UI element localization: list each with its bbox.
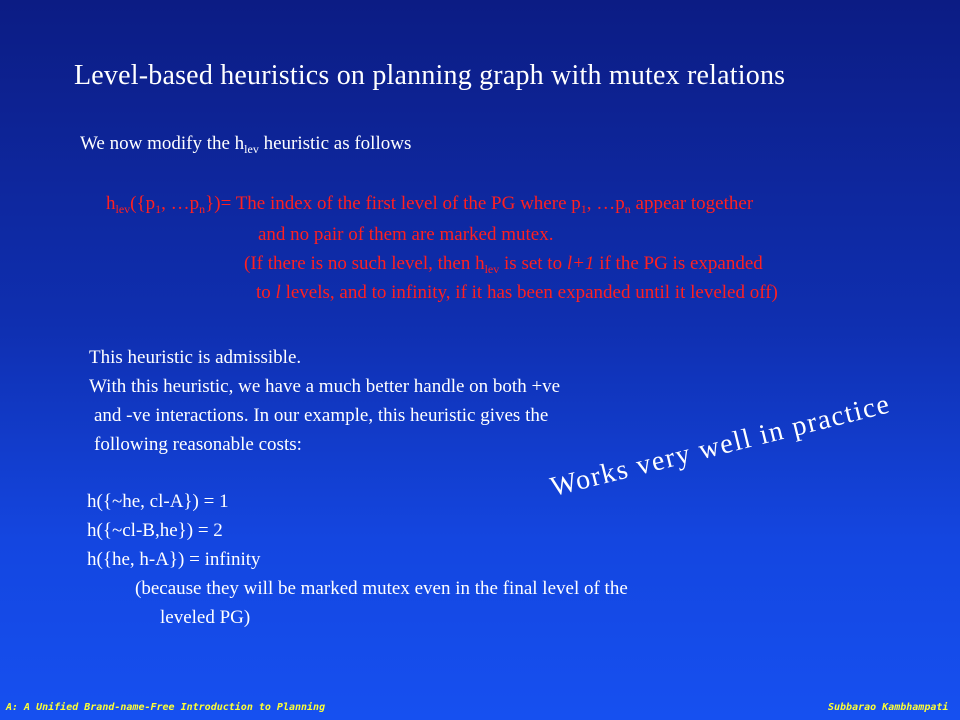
- definition-line-2: and no pair of them are marked mutex.: [258, 224, 554, 245]
- def-h-sub: lev: [115, 202, 131, 216]
- intro-sub: lev: [244, 142, 259, 156]
- cost-line-2: h({~cl-B,he}) = 2: [87, 520, 223, 541]
- def3-ital: l+1: [566, 253, 595, 274]
- def4-post: levels, and to infinity, if it has been expanded until it leveled off): [280, 282, 778, 303]
- def3-sub: lev: [484, 262, 500, 276]
- intro-post: heuristic as follows: [258, 133, 412, 154]
- def3-pre: (If there is no such level, then h: [244, 253, 485, 274]
- footer-course-title: A: A Unified Brand-name-Free Introduction to Planning: [6, 702, 326, 713]
- definition-line-3: [244, 253, 763, 275]
- body-line-3: and -ve interactions. In our example, this heuristic gives the: [94, 405, 549, 426]
- def-b: , …p: [161, 193, 200, 214]
- slide-title: Level-based heuristics on planning graph with mutex relations: [74, 60, 786, 91]
- def-c: })= The index of the first level of the PG where p: [205, 193, 581, 214]
- def4-pre: to: [256, 282, 276, 303]
- definition-line-4: [256, 282, 778, 304]
- def-d: , …p: [586, 193, 625, 214]
- def-d-sub: n: [624, 202, 631, 216]
- cost-line-5: leveled PG): [160, 607, 251, 628]
- def-b-sub: n: [199, 202, 206, 216]
- def-h: h: [106, 193, 116, 214]
- def-a: ({p: [130, 193, 156, 214]
- body-line-4: following reasonable costs:: [94, 434, 302, 455]
- definition-line-1: [106, 193, 753, 215]
- intro-text: [80, 133, 411, 155]
- def3-mid: is set to: [499, 253, 567, 274]
- def3-post: if the PG is expanded: [594, 253, 763, 274]
- cost-line-1: h({~he, cl-A}) = 1: [87, 491, 229, 512]
- intro-pre: We now modify the h: [80, 133, 245, 154]
- footer-author: Subbarao Kambhampati: [828, 702, 949, 713]
- cost-line-3: h({he, h-A}) = infinity: [87, 549, 261, 570]
- body-line-1: This heuristic is admissible.: [89, 347, 302, 368]
- body-line-2: With this heuristic, we have a much better handle on both +ve: [89, 376, 561, 397]
- callout-text: Works very well in practice: [547, 388, 894, 504]
- def4-ital: l: [275, 282, 281, 303]
- cost-line-4: (because they will be marked mutex even in the final level of the: [135, 578, 628, 599]
- def-a-sub: 1: [155, 202, 162, 216]
- def-c-sub: 1: [580, 202, 587, 216]
- def-e: appear together: [630, 193, 754, 214]
